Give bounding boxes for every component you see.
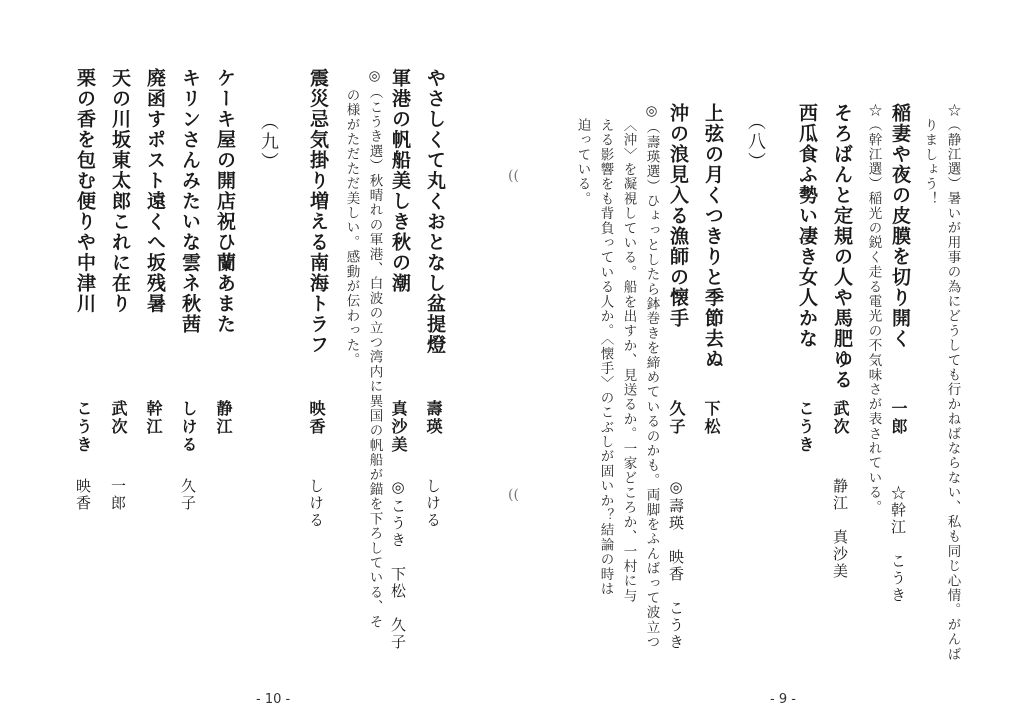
- comment-mikie: ☆（幹江選）稲光の鋭く走る電光の不気味さが表されている。: [865, 103, 882, 515]
- gutter-bracket-top: ((: [508, 168, 519, 184]
- comment-juei-line-3: える影響をも背負っている人か。〈懐手〉のこぶしが固いか？結論の時は: [597, 118, 614, 597]
- verse-2-author: 武次: [831, 400, 850, 436]
- verse-11-author: 幹江: [144, 400, 163, 436]
- verse-5-selectors: ◎壽瑛 映香 こうき: [667, 478, 685, 651]
- verse-12-text: 天の川坂東太郎これに在り: [109, 68, 131, 314]
- verse-1-text: 稲妻や夜の皮膜を切り開く: [889, 103, 911, 349]
- verse-1-selectors: ☆幹江 こうき: [889, 485, 907, 604]
- verse-7-text: 軍港の帆船美しき秋の潮: [389, 68, 411, 294]
- verse-8-text: 震災忌気掛り増える南海トラフ: [307, 68, 329, 355]
- comment-kouki-line-2: の様がただただ美しい。感動が伝わった。: [343, 88, 360, 368]
- verse-2-selectors: 静江 真沙美: [831, 478, 849, 580]
- verse-10-selectors: 久子: [179, 478, 197, 512]
- verse-5-author: 久子: [667, 400, 686, 436]
- verse-6-selectors: しける: [424, 478, 442, 529]
- verse-10-text: キリンさんみたいな雲ネ秋茜: [179, 68, 201, 335]
- comment-juei-line-4: 迫っている。: [574, 118, 591, 207]
- comment-kouki-line-1: ◎（こうき選）秋晴れの軍港、白波の立つ湾内に異国の帆船が錨を下ろしている、そ: [366, 68, 383, 630]
- comment-shizue: ☆（静江選）暑いが用事の為にどうしても行かねばならない、私も同じ心情。がんば: [944, 103, 961, 662]
- verse-5-text: 沖の浪見入る漁師の懐手: [667, 103, 689, 329]
- comment-juei-line-1: ◎（壽瑛選）ひょっとしたら鉢巻きを締めているのかも。両脚をふんばって波立つ: [643, 103, 660, 650]
- verse-13-selectors: 映香: [74, 478, 92, 512]
- verse-12-author: 武次: [109, 400, 128, 436]
- verse-9-author: 静江: [214, 400, 233, 436]
- verse-7-author: 真沙美: [389, 400, 408, 454]
- verse-2-text: そろばんと定規の人や馬肥ゆる: [831, 103, 853, 390]
- page-number-left: - 10 -: [256, 692, 291, 707]
- verse-6-text: やさしくて丸くおとなし盆提燈: [424, 68, 446, 355]
- comment-shizue-cont: りましょう！: [921, 118, 938, 207]
- verse-8-author: 映香: [307, 400, 326, 436]
- verse-3-author: こうき: [796, 400, 815, 454]
- verse-12-selectors: 一郎: [109, 478, 127, 512]
- comment-juei-line-2: 〈沖〉を凝視している。船を出すか、見送るか。一家どころか、一村に与: [620, 118, 637, 604]
- verse-13-text: 栗の香を包む便りや中津川: [74, 68, 96, 314]
- page-number-right: - 9 -: [770, 692, 796, 707]
- section-heading-9: （九）: [258, 112, 279, 172]
- gutter-bracket-bottom: ((: [508, 487, 519, 503]
- verse-11-text: 廃函すポスト遠くへ坂残暑: [144, 68, 166, 314]
- verse-1-author: 一郎: [889, 400, 908, 436]
- verse-4-author: 下松: [702, 400, 721, 436]
- section-heading-8: （八）: [745, 112, 766, 172]
- verse-7-selectors: ◎こうき 下松 久子: [389, 478, 407, 651]
- verse-6-author: 壽瑛: [424, 400, 443, 436]
- verse-8-selectors: しける: [307, 478, 325, 529]
- verse-10-author: しける: [179, 400, 198, 454]
- verse-13-author: こうき: [74, 400, 93, 454]
- verse-9-text: ケーキ屋の開店祝ひ蘭あまた: [214, 68, 236, 335]
- verse-3-text: 西瓜食ふ勢い凄き女人かな: [796, 103, 818, 349]
- verse-4-text: 上弦の月くつきりと季節去ぬ: [702, 103, 724, 370]
